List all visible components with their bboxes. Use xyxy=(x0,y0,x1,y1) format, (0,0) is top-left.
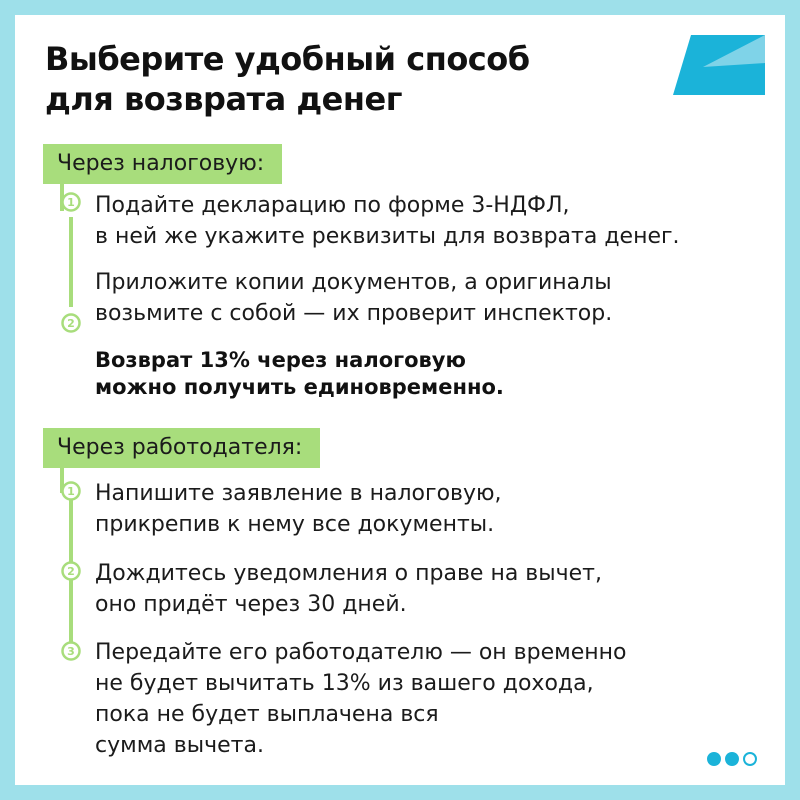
section-label-employer: Через работодателя: xyxy=(43,428,320,468)
step-text: Напишите заявление в налоговую, прикрепив к нему все документы. xyxy=(95,481,502,537)
svg-text:2: 2 xyxy=(67,565,75,578)
page-dot[interactable] xyxy=(707,752,721,766)
svg-text:1: 1 xyxy=(67,485,75,498)
step-text: Дождитесь уведомления о праве на вычет, оно придёт через 30 дней. xyxy=(95,561,602,617)
section-note: Возврат 13% через налоговую можно получить единовременно. xyxy=(95,348,504,399)
step-number-icon xyxy=(61,481,81,501)
step-text: Приложите копии документов, а оригиналы возьмите с собой — их проверит инспектор. xyxy=(95,270,613,326)
svg-text:3: 3 xyxy=(67,645,75,658)
step-number-icon xyxy=(61,561,81,581)
page-title: Выберите удобный способ для возврата денег xyxy=(45,40,530,118)
step-text: Передайте его работодателю — он временно не будет вычитать 13% из вашего дохода, пока не будет выплачена вся сумма вычета. xyxy=(95,640,627,758)
step-number-icon xyxy=(61,192,81,212)
page-dot[interactable] xyxy=(725,752,739,766)
step-number-icon xyxy=(61,641,81,661)
page-dot[interactable] xyxy=(743,752,757,766)
step-text: Подайте декларацию по форме 3-НДФЛ, в ней же укажите реквизиты для возврата денег. xyxy=(95,193,680,249)
info-card xyxy=(15,15,785,785)
svg-text:1: 1 xyxy=(67,196,75,209)
step-number-icon xyxy=(61,313,81,333)
svg-text:2: 2 xyxy=(67,317,75,330)
brand-logo-icon xyxy=(673,33,768,98)
section-label-tax-office: Через налоговую: xyxy=(43,144,282,184)
pagination-dots xyxy=(707,752,757,766)
